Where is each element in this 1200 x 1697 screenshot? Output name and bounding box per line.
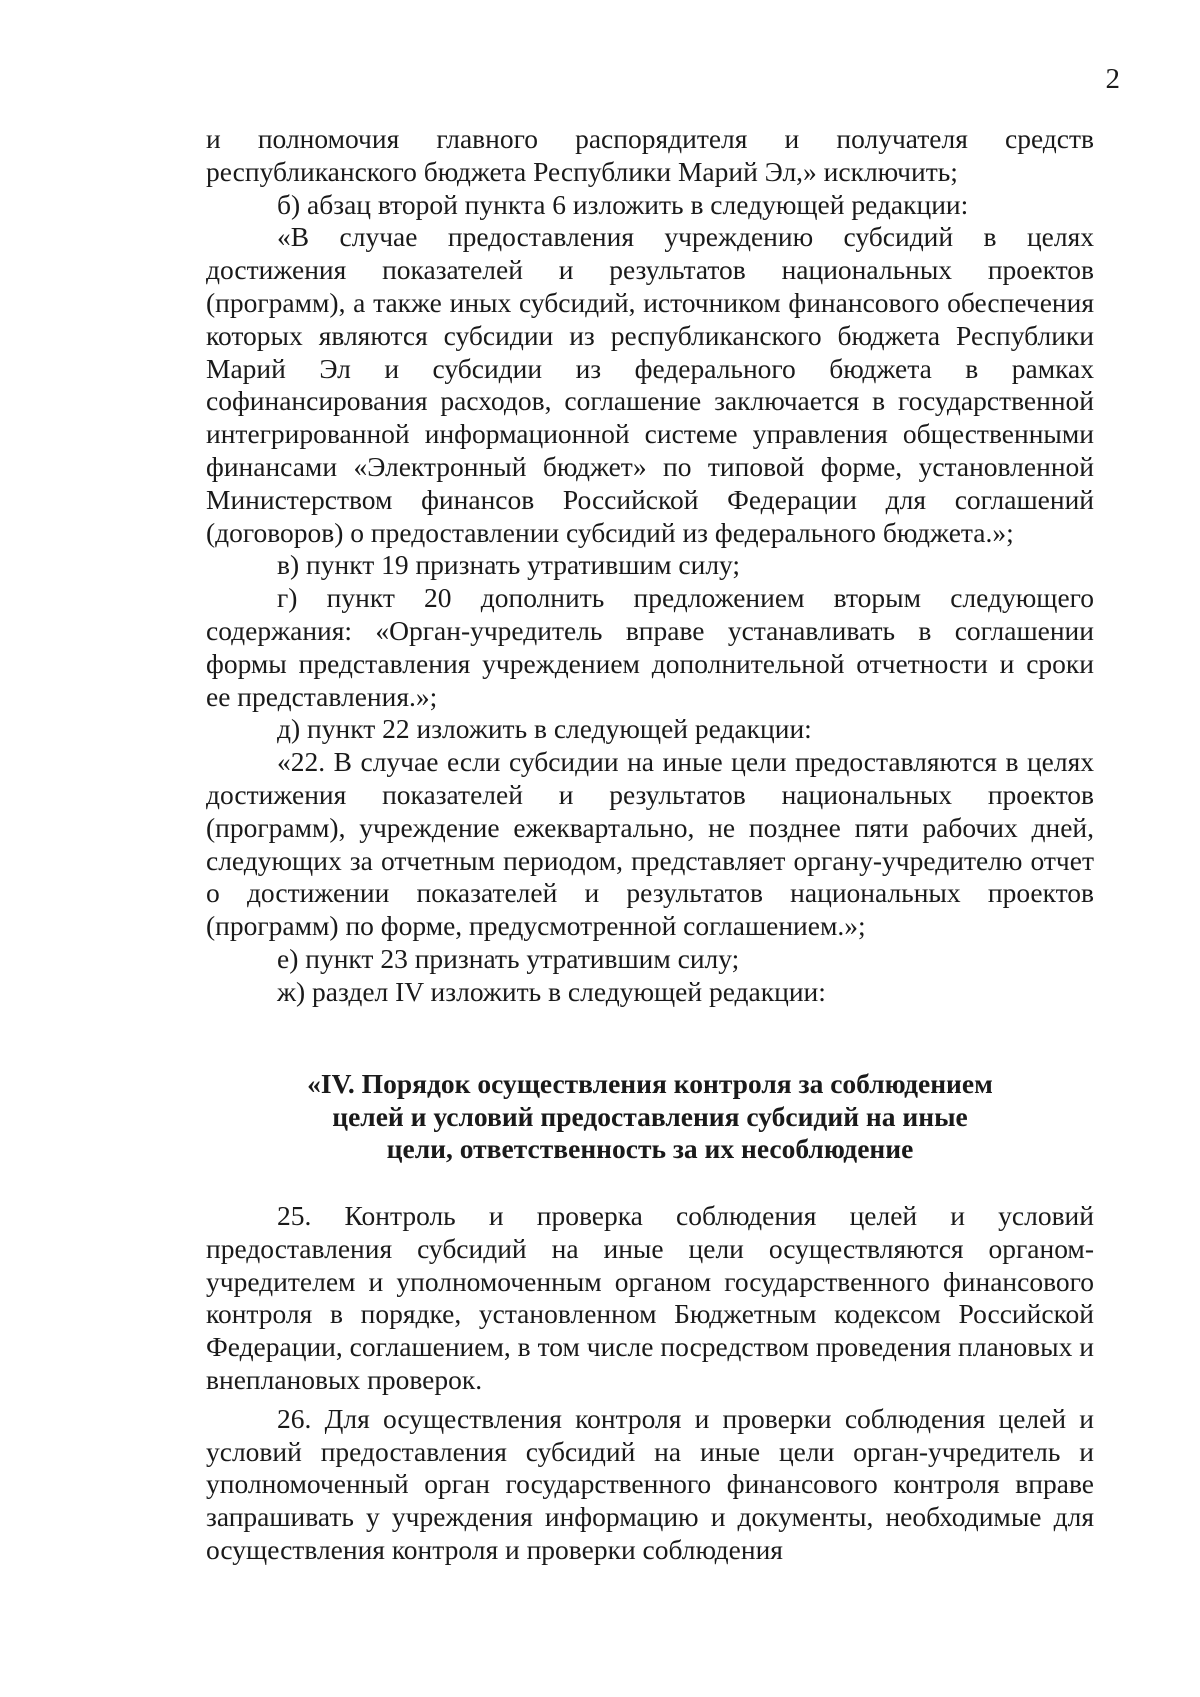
document-body-top [206,123,1094,1009]
section-heading-line: цели, ответственность за их несоблюдение [386,1133,914,1164]
paragraph: е) пункт 23 признать утратившим силу; [277,942,740,974]
paragraph: б) абзац второй пункта 6 изложить в следующей редакции: [277,188,969,220]
paragraph: 26. Для осуществления контроля и проверки соблюдения целей и условий предоставления субсидий на иные цели орган-учредитель и уполномоченный орган государственного финансового контроля вправе запрашивать у учреждения информацию и документы, необходимые для осуществления контроля и проверки соблюдения [206,1402,1094,1565]
paragraph: г) пункт 20 дополнить предложением вторым следующего содержания: «Орган-учредитель вправе устанавливать в соглашении формы представления учреждением дополнительной отчетности и сроки ее представления.»; [206,582,1094,712]
document-body-bottom [206,1200,1094,1567]
paragraph: 25. Контроль и проверка соблюдения целей и условий предоставления субсидий на иные цели осуществляются органом-учредителем и уполномоченным органом государственного финансового контроля в порядке, установленном Бюджетным кодексом Российской Федерации, соглашением, в том числе посредством проведения плановых и внеплановых проверок. [206,1200,1094,1395]
paragraph: и полномочия главного распорядителя и получателя средств республиканского бюджета Республики Марий Эл,» исключить; [206,123,1094,187]
paragraph: в) пункт 19 признать утратившим силу; [277,549,741,581]
paragraph: «22. В случае если субсидии на иные цели предоставляются в целях достижения показателей и результатов национальных проектов (программ), учреждение ежеквартально, не позднее пяти рабочих дней, следующих за отчетным периодом, представляет органу-учредителю отчет о достижении показателей и результатов национальных проектов (программ) по форме, предусмотренной соглашением.»; [206,746,1094,942]
section-heading-line: целей и условий предоставления субсидий на иные [332,1100,968,1132]
paragraph: ж) раздел IV изложить в следующей редакции: [277,975,826,1007]
page-number: 2 [1105,63,1120,95]
paragraph: д) пункт 22 изложить в следующей редакции: [277,713,812,745]
section-heading [206,1068,1094,1166]
paragraph: «В случае предоставления учреждению субсидий в целях достижения показателей и результатов национальных проектов (программ), а также иных субсидий, источником финансового обеспечения которых являются субсидии из республиканского бюджета Республики Марий Эл и субсидии из федерального бюджета в рамках софинансирования расходов, соглашение заключается в государственной интегрированной информационной системе управления общественными финансами «Электронный бюджет» по типовой форме, установленной Министерством финансов Российской Федерации для соглашений (договоров) о предоставлении субсидий из федерального бюджета.»; [206,221,1094,548]
section-heading-line: «IV. Порядок осуществления контроля за соблюдением [307,1068,993,1099]
